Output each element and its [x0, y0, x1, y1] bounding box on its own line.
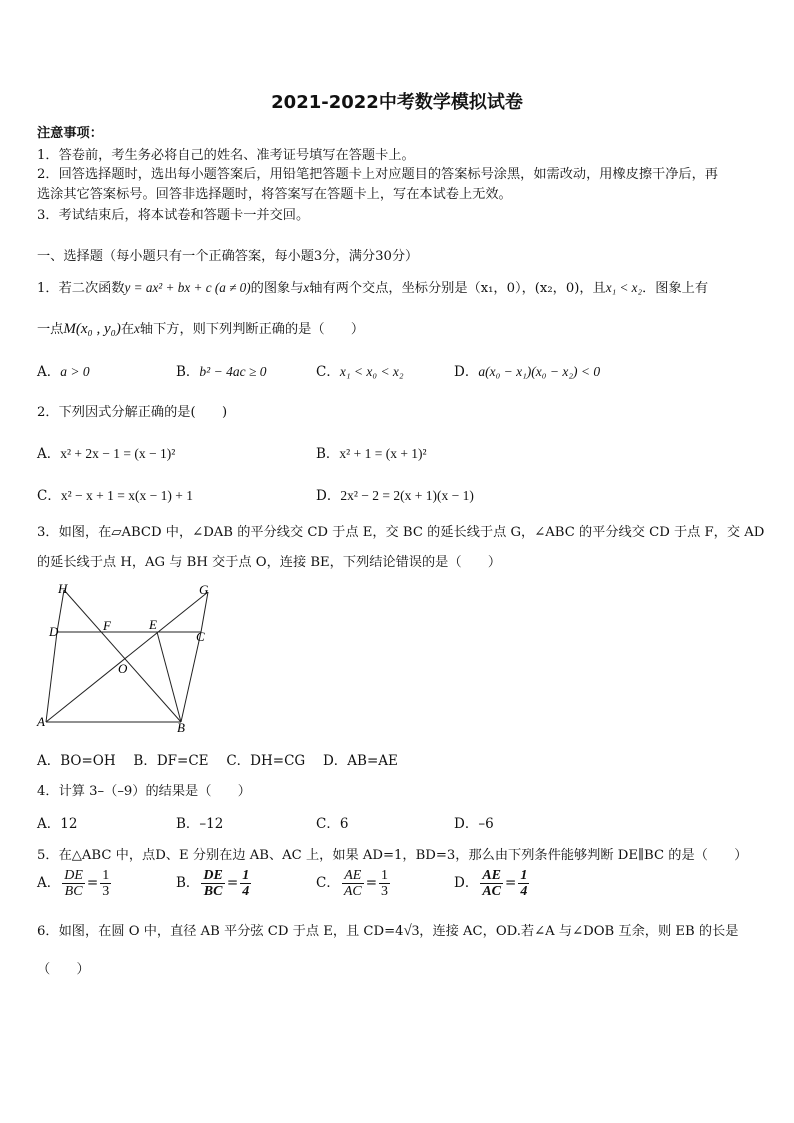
segment-cg	[201, 592, 208, 632]
q6-sqrt: √3	[403, 923, 420, 939]
section-heading: 一、选择题（每小题只有一个正确答案，每小题3分，满分30分）	[37, 249, 419, 264]
q5-stem: 5．在△ABC 中，点D、E 分别在边 AB、AC 上，如果 AD=1，BD=3，那么由下列条件能够判断 DE∥BC 的是（ ）	[37, 848, 748, 863]
q6-line2: （ ）	[37, 962, 90, 977]
q3-line1: 3．如图，在▱ABCD 中，∠DAB 的平分线交 CD 于点 E，交 BC 的延长线于点 G，∠ABC 的平分线交 CD 于点 F，交 AD	[37, 525, 765, 540]
q3-options: A．BO=OH B．DF=CE C．DH=CG D．AB=AE	[37, 753, 398, 769]
segment-ag	[46, 592, 208, 722]
q1-text-c: 轴有两个交点，坐标分别是（x₁，0），(x₂，0)，且	[309, 281, 606, 296]
q3-figure	[36, 578, 226, 736]
q1-option-b: B．b² − 4ac ≥ 0	[176, 364, 267, 380]
q6-line1: 6．如图，在圆 O 中，直径 AB 平分弦 CD 于点 E，且 CD=4√3，连接 AC，OD.若∠A 与∠DOB 互余，则 EB 的长是	[37, 923, 739, 939]
page-title: 2021-2022中考数学模拟试卷	[271, 92, 523, 113]
q5-option-c: C． $\frac{AE}{AC}$ = $\frac{1}{3}$	[316, 868, 389, 899]
q1-text-b: 的图象与	[250, 281, 304, 296]
q4-stem: 4．计算 3–（–9）的结果是（ ）	[37, 784, 251, 799]
q1-text-g: 轴下方，则下列判断正确的是（ ）	[139, 322, 365, 337]
q1-x-2: x	[134, 321, 140, 336]
q1-option-c: C．x₁ < x₀ < x₂	[316, 364, 404, 380]
q1-text-d: ．图象上有	[642, 281, 709, 296]
notice-item-1: 1．答卷前，考生务必将自己的姓名、准考证号填写在答题卡上。	[37, 148, 415, 163]
q1-condition: x₁ < x₂	[605, 280, 643, 295]
label-h: H	[58, 581, 68, 596]
q1-x: x	[303, 280, 310, 295]
q1-text-e: 一点	[37, 322, 64, 337]
q4-option-a: A．12	[37, 816, 78, 832]
q2-option-d: D．2x² − 2 = 2(x + 1)(x − 1)	[316, 488, 474, 504]
q1-text-f: 在	[120, 322, 135, 337]
q5-a-rhs: $\frac{1}{3}$	[102, 868, 110, 899]
label-o: O	[118, 661, 128, 676]
q5-option-b: B． $\frac{DE}{BC}$ = $\frac{1}{4}$	[176, 868, 250, 899]
label-b: B	[177, 720, 185, 735]
notice-heading: 注意事项：	[37, 126, 103, 141]
q1-line1	[37, 277, 708, 296]
q2-option-b: B．x² + 1 = (x + 1)²	[316, 446, 427, 462]
q4-option-b: B．–12	[176, 816, 224, 832]
q1-text-a: 1．若二次函数	[37, 281, 125, 296]
q4-option-c: C．6	[316, 816, 349, 832]
notice-item-3: 3．考试结束后，将本试卷和答题卡一并交回。	[37, 208, 310, 223]
label-d: D	[49, 624, 59, 639]
segment-bc	[181, 632, 201, 722]
q5-option-a: A． $\frac{DE}{BC}$ = $\frac{1}{3}$	[37, 868, 110, 899]
q1-option-d: D．a(x₀ − x₁)(x₀ − x₂) < 0	[454, 364, 601, 380]
q5-c-rhs: $\frac{1}{3}$	[381, 868, 389, 899]
q2-stem: 2．下列因式分解正确的是( )	[37, 405, 228, 420]
q5-d-lhs: $\frac{AE}{AC}$	[482, 868, 502, 899]
notice-item-2-cont: 选涂其它答案标号。回答非选择题时，将答案写在答题卡上，写在本试卷上无效。	[37, 187, 512, 202]
q1-point: M(x₀ , y₀)	[63, 321, 121, 337]
q3-line2: 的延长线于点 H，AG 与 BH 交于点 O，连接 BE，下列结论错误的是（ ）	[37, 555, 502, 570]
label-c: C	[196, 629, 205, 644]
q5-d-rhs: $\frac{1}{4}$	[520, 868, 528, 899]
q5-option-d: D． $\frac{AE}{AC}$ = $\frac{1}{4}$	[454, 868, 528, 899]
q1-line2	[37, 318, 364, 338]
q5-a-lhs: $\frac{DE}{BC}$	[64, 868, 83, 899]
label-f: F	[103, 618, 111, 633]
segment-ad	[46, 632, 57, 722]
q1-function: y = ax² + bx + c (a ≠ 0)	[124, 280, 251, 295]
q2-option-c: C．x² − x + 1 = x(x − 1) + 1	[37, 488, 193, 504]
label-a: A	[37, 714, 45, 729]
q5-c-lhs: $\frac{AE}{AC}$	[343, 868, 362, 899]
label-e: E	[149, 617, 157, 632]
q5-b-rhs: $\frac{1}{4}$	[242, 868, 250, 899]
notice-item-2: 2．回答选择题时，选出每小题答案后，用铅笔把答题卡上对应题目的答案标号涂黑，如需改动，用橡皮擦干净后，再	[37, 167, 718, 182]
q1-option-a: A．a > 0	[37, 364, 90, 380]
q4-option-d: D．–6	[454, 816, 494, 832]
q2-option-a: A．x² + 2x − 1 = (x − 1)²	[37, 446, 176, 462]
q5-b-lhs: $\frac{DE}{BC}$	[203, 868, 223, 899]
label-g: G	[199, 582, 209, 597]
